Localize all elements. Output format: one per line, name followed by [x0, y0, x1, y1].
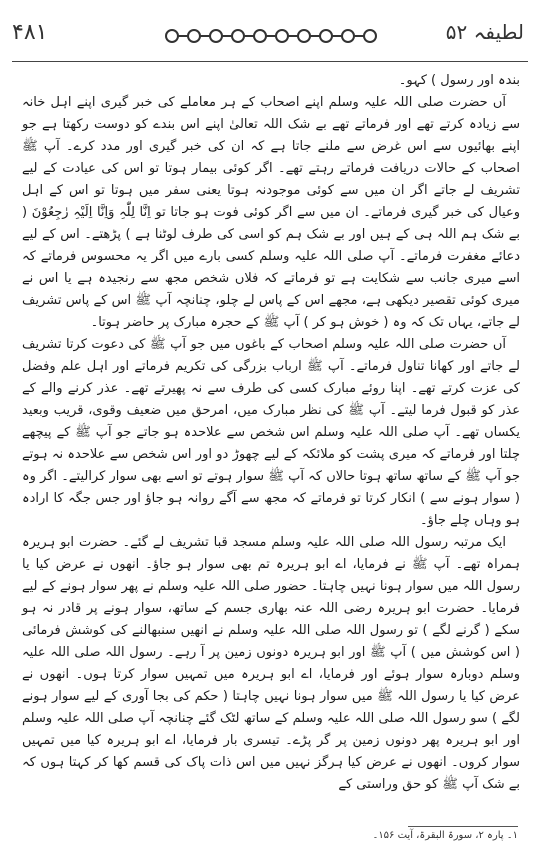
page-header [12, 18, 528, 58]
header-rule [12, 61, 528, 62]
footnote-rule [408, 826, 518, 827]
paragraph-2: آں حضرت صلی اللہ علیہ وسلم اپنے اصحاب کے ہر معاملے کی خبر گیری اپنے اہل خانہ سے زیادہ کرتے تھے اور فرماتے تھے بے شک اللہ تعالیٰ اپنے اس بندے کو دوست رکھتا ہے جو اپنے بھائیوں سے اس غرض سے ملنے جاتا ہے کہ ان کی خبر گیری اور مدد کرے۔ آپ ﷺ اصحاب کے حالات دریافت فرماتے رہتے تھے۔ اگر کوئی بیمار ہوتا تو اس کی عیادت کے لیے تشریف لے جاتے اگر ان میں سے کوئی موجودنہ ہوتا یعنی سفر میں ہوتا تو اس کے اہل وعیال کی خبر گیری فرماتے۔ ان میں سے اگر کوئی فوت ہو جاتا تو اِنَّا لِلّٰہِ وَاِنَّا اِلَیْہِ رٰجِعُوْنَ ( بے شک ہم اللہ ہی کے ہیں اور بے شک ہم کو اسی کی طرف لوٹنا ہے ) پڑھتے۔ اس کے لیے دعائے مغفرت فرماتے۔ آپ صلی اللہ علیہ وسلم کسی بارے میں اگر یہ محسوس فرماتے کہ اسے میری جانب سے شکایت ہے تو فرماتے کہ فلاں شخص مجھ سے رنجیدہ ہے یا اس نے میری کوئی تقصیر دیکھی ہے، مجھے اس کے پاس لے چلو، چنانچہ آپ ﷺ اس کے پاس تشریف لے جاتے، یہاں تک کہ وہ ( خوش ہو کر ) آپ ﷺ کے حجرہ مبارک پر حاضر ہوتا۔ [22, 95, 520, 330]
paragraph-4: ایک مرتبہ رسول اللہ صلی اللہ علیہ وسلم مسجد قبا تشریف لے گئے۔ حضرت ابو ہریرہ ہمراہ تھے۔ آپ ﷺ نے فرمایا، اے ابو ہریرہ تم بھی سوار ہو جاؤ۔ انھوں نے عرض کیا یا رسول اللہ میں سوار ہونا نہیں چاہتا۔ حضور صلی اللہ علیہ وسلم نے پھر سوار ہونے کے لیے فرمایا۔ حضرت ابو ہریرہ رضی اللہ عنہ بھاری جسم کے ساتھ، سوار ہونے پر قادر نہ ہو سکے ( گرنے لگے ) تو رسول اللہ صلی اللہ علیہ وسلم نے انھیں سنبھالنے کی کوشش فرمائی ( اس کوشش میں ) آپ ﷺ اور ابو ہریرہ دونوں زمین پر آ رہے۔ رسول اللہ صلی اللہ علیہ وسلم دوبارہ سوار ہوئے اور فرمایا، اے ابو ہریرہ میں تمہیں سوار کرتا ہوں۔ انھوں نے عرض کیا یا رسول اللہ ﷺ میں سوار ہونا نہیں چاہتا ( حکم کی بجا آوری کے لیے سوار ہونے لگے ) سو رسول اللہ صلی اللہ علیہ وسلم کے ساتھ لٹک گئے چنانچہ آپ صلی اللہ علیہ وسلم اور ابو ہریرہ پھر دونوں زمین پر گر پڑے۔ تیسری بار فرمایا، اے ابو ہریرہ کیا میں تمہیں سوار کروں۔ انھوں نے عرض کیا ہرگز نہیں میں اس ذات پاک کی قسم کھا کر کہتا ہوں کہ بے شک آپ ﷺ کو حق وراستی کے [22, 535, 520, 792]
paragraph-3: آں حضرت صلی اللہ علیہ وسلم اصحاب کے باغوں میں جو آپ ﷺ کی دعوت کرتا تشریف لے جاتے اور کھانا تناول فرماتے۔ آپ ﷺ ارباب بزرگی کی تکریم فرماتے اور اہل علم وفضل کی عزت کرتے تھے۔ اپنا روئے مبارک کسی کی طرف سے نہ پھیرتے تھے۔ عذر کرنے والے کے عذر کو قبول فرما لیتے۔ آپ ﷺ کی نظر مبارک میں، امرحق میں ضعیف وقوی، قریب وبعید یکساں تھے۔ آپ صلی اللہ علیہ وسلم اس شخص سے علاحدہ ہو جاتے جو آپ ﷺ کے پیچھے چلتا اور فرماتے کہ میری پشت کو ملائکہ کے لیے چھوڑ دو اور اس شخص سے علاحدہ نہ ہوتے جو آپ ﷺ کے ساتھ ساتھ ہوتا حالاں کہ آپ ﷺ سوار ہوتے تو اسے بھی سوار کرالیتے۔ اگر وہ ( سوار ہونے سے ) انکار کرتا تو فرماتے کہ مجھ سے آگے روانہ ہو جاؤ اور جس جگہ کا ارادہ ہو وہاں چلے جاؤ۔ [22, 337, 520, 528]
paragraph-1: بندہ اور رسول ) کہو۔ [398, 73, 520, 88]
text-body [22, 70, 520, 796]
footnote: ۱۔ پارہ ۲، سورۃ البقرۃ، آیت ۱۵۶۔ [372, 830, 518, 841]
page-number: ۴۸۱ [12, 20, 48, 45]
ornament-chain-icon [162, 24, 382, 48]
section-title: لطیفہ ۵۲ [445, 20, 524, 44]
